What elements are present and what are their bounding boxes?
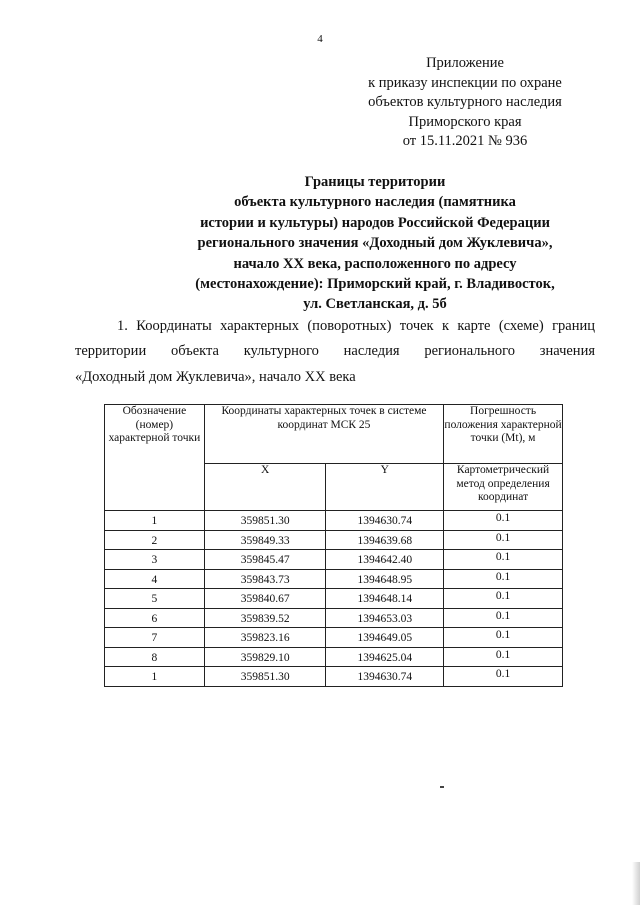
- table-row: [105, 550, 563, 570]
- cell-x: 359849.33: [204, 530, 326, 550]
- table-row: [105, 667, 563, 687]
- title-line: регионального значения «Доходный дом Жуклевича»,: [197, 235, 553, 252]
- appendix-line: объектов культурного наследия: [368, 94, 562, 111]
- table-row: [105, 530, 563, 550]
- table-row: [105, 647, 563, 667]
- cell-point: 2: [105, 530, 205, 550]
- cell-x: 359839.52: [204, 608, 326, 628]
- cell-error: 0.1: [444, 589, 563, 609]
- paragraph-line: территории объекта культурного наследия регионального значения: [75, 343, 595, 359]
- paragraph-line: «Доходный дом Жуклевича», начало XX века: [75, 369, 356, 385]
- coordinates-table: [104, 404, 563, 687]
- cell-point: 1: [105, 511, 205, 531]
- title-line: истории и культуры) народов Российской Федерации: [200, 214, 550, 231]
- appendix-block: [355, 54, 575, 152]
- cell-x: 359843.73: [204, 569, 326, 589]
- cell-y: 1394648.95: [326, 569, 444, 589]
- cell-point: 8: [105, 647, 205, 667]
- cell-x: 359823.16: [204, 628, 326, 648]
- cell-y: 1394648.14: [326, 589, 444, 609]
- title-line: начало XX века, расположенного по адресу: [233, 255, 517, 272]
- table-row: [105, 589, 563, 609]
- document-title: [140, 172, 610, 315]
- title-line: объекта культурного наследия (памятника: [234, 194, 516, 211]
- header-x: X: [204, 464, 326, 511]
- cell-point: 6: [105, 608, 205, 628]
- cell-error: 0.1: [444, 647, 563, 667]
- cell-x: 359851.30: [204, 667, 326, 687]
- cell-y: 1394625.04: [326, 647, 444, 667]
- cell-y: 1394653.03: [326, 608, 444, 628]
- cell-error: 0.1: [444, 608, 563, 628]
- table-header-row: [105, 405, 563, 464]
- cell-x: 359829.10: [204, 647, 326, 667]
- scan-speck: [440, 786, 444, 788]
- cell-y: 1394649.05: [326, 628, 444, 648]
- header-method: Картометрический метод определения координат: [444, 464, 563, 511]
- page-number: 4: [317, 33, 323, 45]
- cell-point: 7: [105, 628, 205, 648]
- paragraph-line: 1. Координаты характерных (поворотных) точек к карте (схеме) границ: [117, 318, 595, 334]
- table-row: [105, 569, 563, 589]
- cell-error: 0.1: [444, 550, 563, 570]
- header-error: Погрешность положения характерной точки (Mt), м: [444, 405, 563, 464]
- header-coordinates: Координаты характерных точек в системе координат МСК 25: [204, 405, 443, 464]
- cell-y: 1394639.68: [326, 530, 444, 550]
- cell-error: 0.1: [444, 569, 563, 589]
- cell-x: 359851.30: [204, 511, 326, 531]
- cell-point: 5: [105, 589, 205, 609]
- appendix-line: к приказу инспекции по охране: [368, 74, 562, 91]
- cell-y: 1394642.40: [326, 550, 444, 570]
- cell-x: 359845.47: [204, 550, 326, 570]
- cell-error: 0.1: [444, 530, 563, 550]
- title-line: ул. Светланская, д. 5б: [303, 296, 447, 313]
- cell-x: 359840.67: [204, 589, 326, 609]
- header-point-id: Обозначение (номер) характерной точки: [105, 405, 205, 511]
- appendix-line: Приложение: [426, 55, 504, 71]
- title-line: (местонахождение): Приморский край, г. Владивосток,: [195, 276, 555, 293]
- appendix-line: Приморского края: [408, 113, 522, 130]
- table-row: [105, 608, 563, 628]
- cell-error: 0.1: [444, 628, 563, 648]
- cell-point: 4: [105, 569, 205, 589]
- cell-error: 0.1: [444, 511, 563, 531]
- appendix-line: от 15.11.2021 № 936: [402, 133, 528, 150]
- header-y: Y: [326, 464, 444, 511]
- title-line: Границы территории: [304, 174, 446, 190]
- scan-edge-shadow: [632, 862, 640, 905]
- table-row: [105, 511, 563, 531]
- cell-y: 1394630.74: [326, 511, 444, 531]
- cell-point: 1: [105, 667, 205, 687]
- cell-error: 0.1: [444, 667, 563, 687]
- cell-y: 1394630.74: [326, 667, 444, 687]
- cell-point: 3: [105, 550, 205, 570]
- table-row: [105, 628, 563, 648]
